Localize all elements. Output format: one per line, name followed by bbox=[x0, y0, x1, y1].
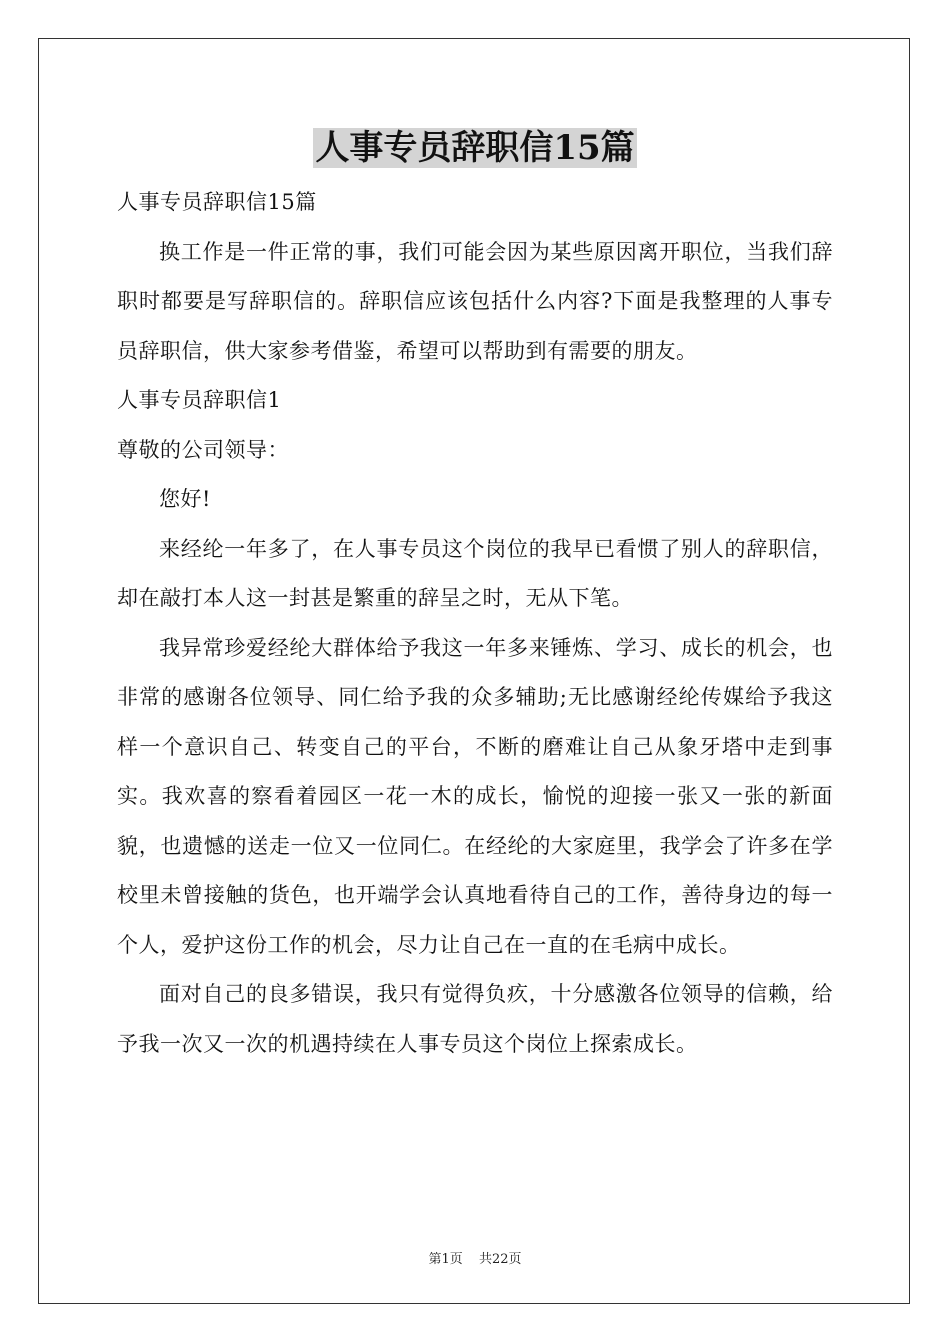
body-paragraph: 我异常珍爱经纶大群体给予我这一年多来锤炼、学习、成长的机会，也非常的感谢各位领导、同仁给予我的众多辅助;无比感谢经纶传媒给予我这样一个意识自己、转变自己的平台，不断的磨难让自己从象牙塔中走到事实。我欢喜的察看着园区一花一木的成长，愉悦的迎接一张又一张的新面貌，也遗憾的送走一位又一位同仁。在经纶的大家庭里，我学会了许多在学校里未曾接触的货色，也开端学会认真地看待自己的工作，善待身边的每一个人，爱护这份工作的机会，尽力让自己在一直的在毛病中成长。 bbox=[117, 635, 833, 957]
body-paragraph: 人事专员辞职信15篇 bbox=[117, 190, 317, 214]
body-paragraph: 尊敬的公司领导： bbox=[117, 437, 289, 462]
body-paragraph: 来经纶一年多了，在人事专员这个岗位的我早已看惯了别人的辞职信，却在敲打本人这一封甚是繁重的辞呈之时，无从下笔。 bbox=[117, 536, 833, 610]
page-number: 第1页 bbox=[428, 1252, 463, 1267]
body-paragraph: 面对自己的良多错误，我只有觉得负疚，十分感激各位领导的信赖，给予我一次又一次的机遇持续在人事专员这个岗位上探索成长。 bbox=[117, 982, 833, 1056]
document-title bbox=[0, 126, 950, 170]
page-total: 共22页 bbox=[478, 1252, 522, 1267]
document-body bbox=[117, 178, 833, 1069]
body-paragraph: 人事专员辞职信1 bbox=[117, 388, 282, 412]
body-paragraph: 您好! bbox=[159, 487, 211, 511]
body-paragraph: 换工作是一件正常的事，我们可能会因为某些原因离开职位，当我们辞职时都要是写辞职信的。辞职信应该包括什么内容?下面是我整理的人事专员辞职信，供大家参考借鉴，希望可以帮助到有需要的朋友。 bbox=[117, 239, 833, 363]
document-title-text: 人事专员辞职信15篇 bbox=[315, 128, 635, 168]
page-footer bbox=[0, 1248, 950, 1267]
